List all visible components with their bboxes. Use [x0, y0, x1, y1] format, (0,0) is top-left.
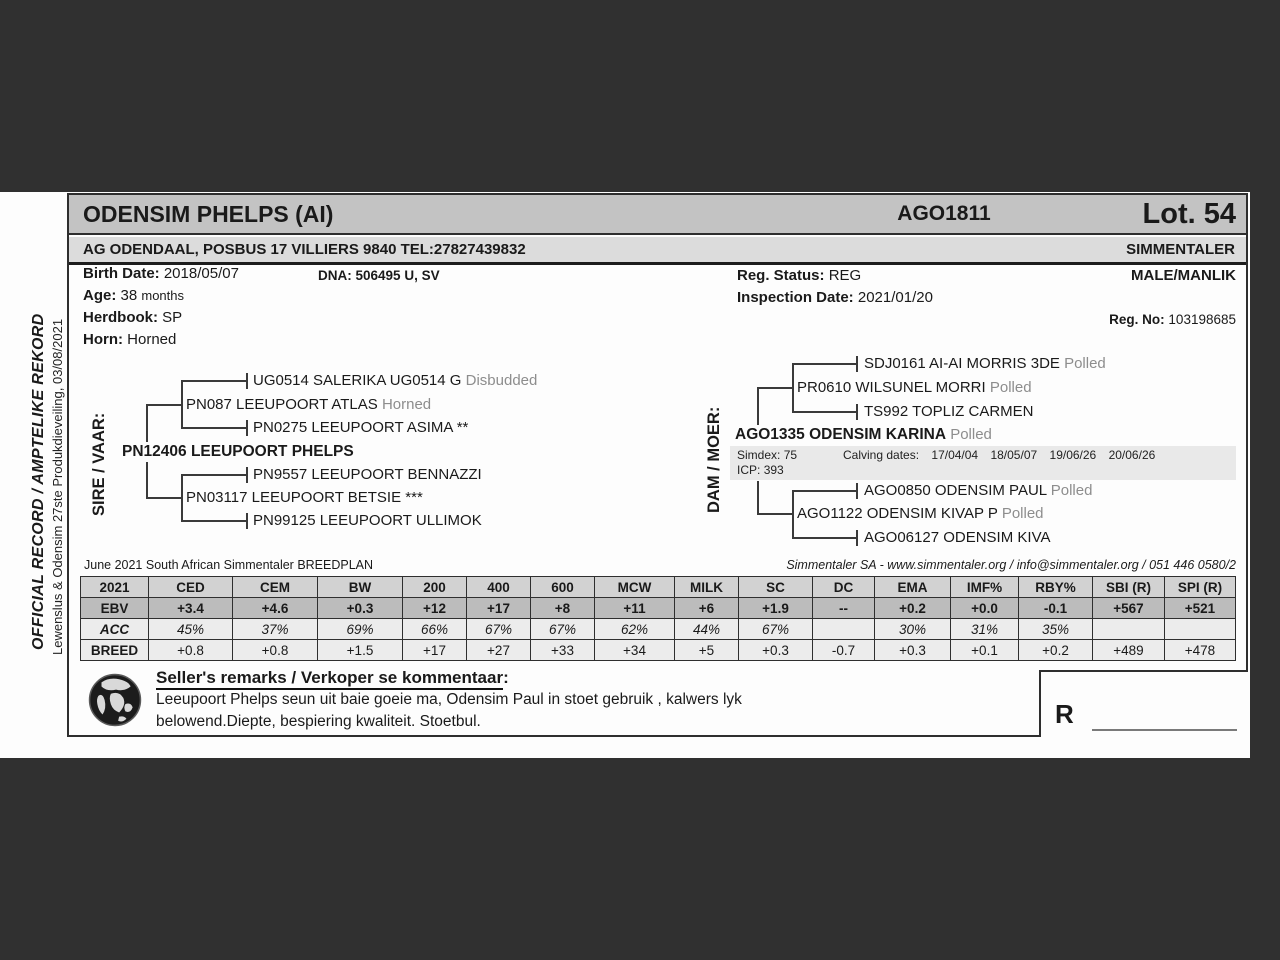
pedigree-entry — [797, 504, 1044, 524]
pedigree-entry — [253, 511, 482, 531]
horn-status: Disbudded — [465, 372, 538, 389]
reg-no-field — [1000, 310, 1236, 330]
pedigree-animal: PN087 LEEUPOORT ATLAS — [186, 396, 378, 413]
dam-tree-line — [757, 387, 759, 425]
table-cell: 69% — [318, 619, 403, 640]
table-cell: 35% — [1019, 619, 1093, 640]
pedigree-entry — [864, 402, 1034, 422]
sire-tree-line — [181, 427, 247, 429]
header-bar — [69, 195, 1246, 235]
table-cell: +6 — [675, 598, 739, 619]
age-field — [83, 286, 184, 306]
table-cell: +5 — [675, 640, 739, 661]
col-header: SPI (R) — [1165, 577, 1236, 598]
icp-value: 393 — [763, 463, 784, 477]
calving-date: 19/06/26 — [1049, 448, 1097, 462]
pedigree-animal: AGO1335 ODENSIM KARINA — [735, 426, 947, 443]
globe-icon — [88, 673, 142, 727]
breedplan-caption: June 2021 South African Simmentaler BREEDPLAN — [84, 558, 374, 572]
horn-status: Polled — [950, 426, 992, 443]
dam-tree-line — [792, 490, 857, 492]
simmentaler-contact: Simmentaler SA - www.simmentaler.org / info@simmentaler.org / 051 446 0580/2 — [786, 558, 1236, 572]
sire-tree-line — [146, 404, 181, 406]
dam-tree-tick — [856, 530, 858, 546]
seller-remarks-text: Leeupoort Phelps seun uit baie goeie ma, Odensim Paul in stoet gebruik , kalwers lyk — [156, 691, 742, 708]
col-header: 200 — [403, 577, 467, 598]
herdbook-value: SP — [162, 309, 183, 326]
table-cell — [813, 619, 875, 640]
breed-name: SIMMENTALER — [1126, 241, 1235, 258]
col-header: IMF% — [951, 577, 1019, 598]
pedigree-animal: UG0514 SALERIKA UG0514 G — [253, 372, 462, 389]
lot-number: Lot. 54 — [1142, 198, 1236, 230]
pedigree-animal: SDJ0161 AI-AI MORRIS 3DE — [864, 355, 1060, 372]
inspection-date-label: Inspection Date: — [737, 289, 854, 306]
sex-field — [1000, 266, 1236, 286]
seller-remarks-title: Seller's remarks / Verkoper se kommentaar — [156, 668, 503, 690]
col-header: CEM — [233, 577, 318, 598]
horn-field — [83, 330, 176, 350]
sex-value: MALE/MANLIK — [1131, 267, 1236, 284]
sire-tree-line — [146, 497, 181, 499]
pedigree-animal: PN03117 LEEUPOORT BETSIE *** — [186, 489, 423, 506]
sire-tree-line — [146, 462, 148, 499]
official-record-vertical-text: OFFICIAL RECORD / AMPTELIKE REKORD — [30, 313, 47, 650]
table-cell: -0.1 — [1019, 598, 1093, 619]
pedigree-animal: PR0610 WILSUNEL MORRI — [797, 379, 986, 396]
horn-status: Polled — [1064, 355, 1106, 372]
table-cell: 37% — [233, 619, 318, 640]
table-cell — [1165, 619, 1236, 640]
price-blank-line — [1092, 729, 1237, 731]
sire-tree-line — [181, 474, 183, 522]
row-label: ACC — [81, 619, 149, 640]
table-row-breed — [81, 640, 1236, 661]
table-cell: 44% — [675, 619, 739, 640]
pedigree-animal: TS992 TOPLIZ CARMEN — [864, 403, 1034, 420]
col-header: DC — [813, 577, 875, 598]
table-row-ebv — [81, 598, 1236, 619]
table-cell: +0.3 — [875, 640, 951, 661]
page-border-notch-vertical — [1039, 670, 1041, 737]
pedigree-animal: AGO06127 ODENSIM KIVA — [864, 529, 1051, 546]
owner-contact: AG ODENDAAL, POSBUS 17 VILLIERS 9840 TEL:27827439832 — [83, 241, 526, 258]
table-cell: -- — [813, 598, 875, 619]
sire-tree-line — [181, 380, 247, 382]
row-label: BREED — [81, 640, 149, 661]
pedigree-entry — [864, 354, 1106, 374]
calving-date: 18/05/07 — [990, 448, 1038, 462]
table-header-row — [81, 577, 1236, 598]
table-cell: +12 — [403, 598, 467, 619]
pedigree-animal: AGO1122 ODENSIM KIVAP P — [797, 505, 998, 522]
calving-date: 20/06/26 — [1108, 448, 1156, 462]
animal-name: ODENSIM PHELPS (AI) — [83, 201, 334, 227]
reg-no-label: Reg. No: — [1109, 312, 1165, 327]
table-cell: 66% — [403, 619, 467, 640]
page-border-notch-horizontal — [1039, 670, 1248, 672]
table-cell: +478 — [1165, 640, 1236, 661]
table-cell: 67% — [739, 619, 813, 640]
reg-status-field — [737, 266, 861, 286]
table-cell: +1.9 — [739, 598, 813, 619]
table-cell: +1.5 — [318, 640, 403, 661]
dam-tree-tick — [856, 356, 858, 372]
inspection-date-field — [737, 288, 933, 308]
horn-status: Polled — [1001, 505, 1044, 522]
seller-remarks-text: belowend.Diepte, bespiering kwaliteit. Stoetbul. — [156, 713, 481, 730]
pedigree-entry — [253, 465, 482, 485]
sire-tree-tick — [246, 373, 248, 389]
pedigree-entry — [253, 418, 468, 438]
table-cell: +0.1 — [951, 640, 1019, 661]
sire-tree-line — [181, 474, 247, 476]
table-cell: -0.7 — [813, 640, 875, 661]
dam-tree-tick — [856, 404, 858, 420]
dam-tree-line — [792, 363, 794, 413]
table-cell — [1093, 619, 1165, 640]
age-label: Age: — [83, 287, 117, 304]
reg-no-value: 103198685 — [1168, 312, 1236, 327]
pedigree-entry — [186, 395, 431, 415]
table-cell: +521 — [1165, 598, 1236, 619]
icp-label: ICP: — [737, 463, 761, 477]
simdex-value: 75 — [783, 448, 798, 462]
dam-tree-line — [757, 513, 792, 515]
age-unit: months — [141, 288, 185, 303]
col-header: 400 — [467, 577, 531, 598]
dna-label: DNA: — [318, 268, 352, 283]
dam-tree-line — [757, 387, 792, 389]
table-cell: +8 — [531, 598, 595, 619]
table-cell: +27 — [467, 640, 531, 661]
table-cell: +34 — [595, 640, 675, 661]
inspection-date-value: 2021/01/20 — [857, 289, 933, 306]
table-cell: +3.4 — [149, 598, 233, 619]
icp-field — [737, 463, 784, 478]
table-cell: +567 — [1093, 598, 1165, 619]
birth-date-value: 2018/05/07 — [163, 265, 239, 282]
simdex-label: Simdex: — [737, 448, 781, 462]
table-cell: +0.3 — [739, 640, 813, 661]
col-header: MCW — [595, 577, 675, 598]
seller-remarks-heading — [156, 667, 509, 689]
dam-tree-tick — [856, 483, 858, 499]
sire-main-name: PN12406 LEEUPOORT PHELPS — [122, 443, 354, 460]
col-header: SBI (R) — [1093, 577, 1165, 598]
sire-label: SIRE / VAAR: — [90, 412, 108, 516]
pedigree-animal: AGO0850 ODENSIM PAUL — [864, 482, 1047, 499]
sire-tree-tick — [246, 467, 248, 483]
pedigree-animal: PN99125 LEEUPOORT ULLIMOK — [253, 512, 482, 529]
dam-label: DAM / MOER: — [705, 406, 723, 513]
dna-field — [318, 266, 440, 286]
reg-status-value: REG — [828, 267, 862, 284]
calving-dates-field — [843, 448, 1164, 463]
col-header: BW — [318, 577, 403, 598]
col-header: SC — [739, 577, 813, 598]
sire-tree-line — [181, 380, 183, 429]
col-header: 600 — [531, 577, 595, 598]
table-cell: 67% — [531, 619, 595, 640]
dam-main-name — [735, 425, 992, 445]
dam-tree-line — [757, 481, 759, 515]
col-header: CED — [149, 577, 233, 598]
herdbook-label: Herdbook: — [83, 309, 158, 326]
calving-date: 17/04/04 — [931, 448, 979, 462]
dam-tree-line — [792, 411, 857, 413]
table-cell: +4.6 — [233, 598, 318, 619]
col-header: MILK — [675, 577, 739, 598]
dam-stats-strip — [730, 446, 1236, 480]
table-cell: 30% — [875, 619, 951, 640]
seller-remarks-colon: : — [503, 668, 509, 687]
pedigree-entry — [797, 378, 1032, 398]
pedigree-entry — [253, 371, 537, 391]
pedigree-animal: PN0275 LEEUPOORT ASIMA ** — [253, 419, 469, 436]
sire-tree-tick — [246, 420, 248, 436]
table-cell: +17 — [467, 598, 531, 619]
horn-value: Horned — [127, 331, 177, 348]
table-cell: 31% — [951, 619, 1019, 640]
sire-tree-line — [146, 404, 148, 442]
col-header: 2021 — [81, 577, 149, 598]
page-border-left — [67, 193, 69, 737]
page-border-right — [1246, 193, 1248, 672]
herdbook-field — [83, 308, 182, 328]
reg-status-label: Reg. Status: — [737, 267, 825, 284]
calving-dates-label: Calving dates: — [843, 448, 920, 462]
sire-tree-tick — [246, 513, 248, 529]
table-cell: 62% — [595, 619, 675, 640]
address-bar — [69, 237, 1246, 265]
pedigree-entry — [864, 528, 1050, 548]
table-cell: +0.8 — [149, 640, 233, 661]
col-header: RBY% — [1019, 577, 1093, 598]
table-cell: +0.3 — [318, 598, 403, 619]
age-value: 38 — [120, 287, 138, 304]
row-label: EBV — [81, 598, 149, 619]
birth-date-field — [83, 264, 239, 284]
horn-status: Horned — [381, 396, 432, 413]
horn-label: Horn: — [83, 331, 123, 348]
pedigree-entry — [864, 481, 1092, 501]
table-row-acc — [81, 619, 1236, 640]
dam-tree-line — [792, 537, 857, 539]
table-cell: +0.0 — [951, 598, 1019, 619]
dam-tree-line — [792, 490, 794, 539]
table-cell: +0.2 — [875, 598, 951, 619]
dam-tree-line — [792, 363, 857, 365]
sale-info-vertical-text: Lewenslus & Odensim 27ste Produkdieveiling, 03/08/2021 — [50, 318, 65, 655]
horn-status: Polled — [1050, 482, 1093, 499]
table-cell: +0.2 — [1019, 640, 1093, 661]
price-currency: R — [1055, 699, 1074, 729]
sire-tree-line — [181, 520, 247, 522]
pedigree-animal: PN9557 LEEUPOORT BENNAZZI — [253, 466, 482, 483]
breedplan-table — [80, 576, 1236, 661]
birth-date-label: Birth Date: — [83, 265, 160, 282]
table-cell: +0.8 — [233, 640, 318, 661]
simdex-field — [737, 448, 797, 463]
table-cell: +11 — [595, 598, 675, 619]
animal-id: AGO1811 — [897, 202, 991, 225]
table-cell: 67% — [467, 619, 531, 640]
table-cell: 45% — [149, 619, 233, 640]
table-cell: +17 — [403, 640, 467, 661]
col-header: EMA — [875, 577, 951, 598]
page-border-bottom — [67, 735, 1041, 737]
horn-status: Polled — [989, 379, 1032, 396]
table-cell: +33 — [531, 640, 595, 661]
dna-value: 506495 U, SV — [355, 268, 440, 283]
pedigree-entry — [186, 488, 423, 508]
table-cell: +489 — [1093, 640, 1165, 661]
